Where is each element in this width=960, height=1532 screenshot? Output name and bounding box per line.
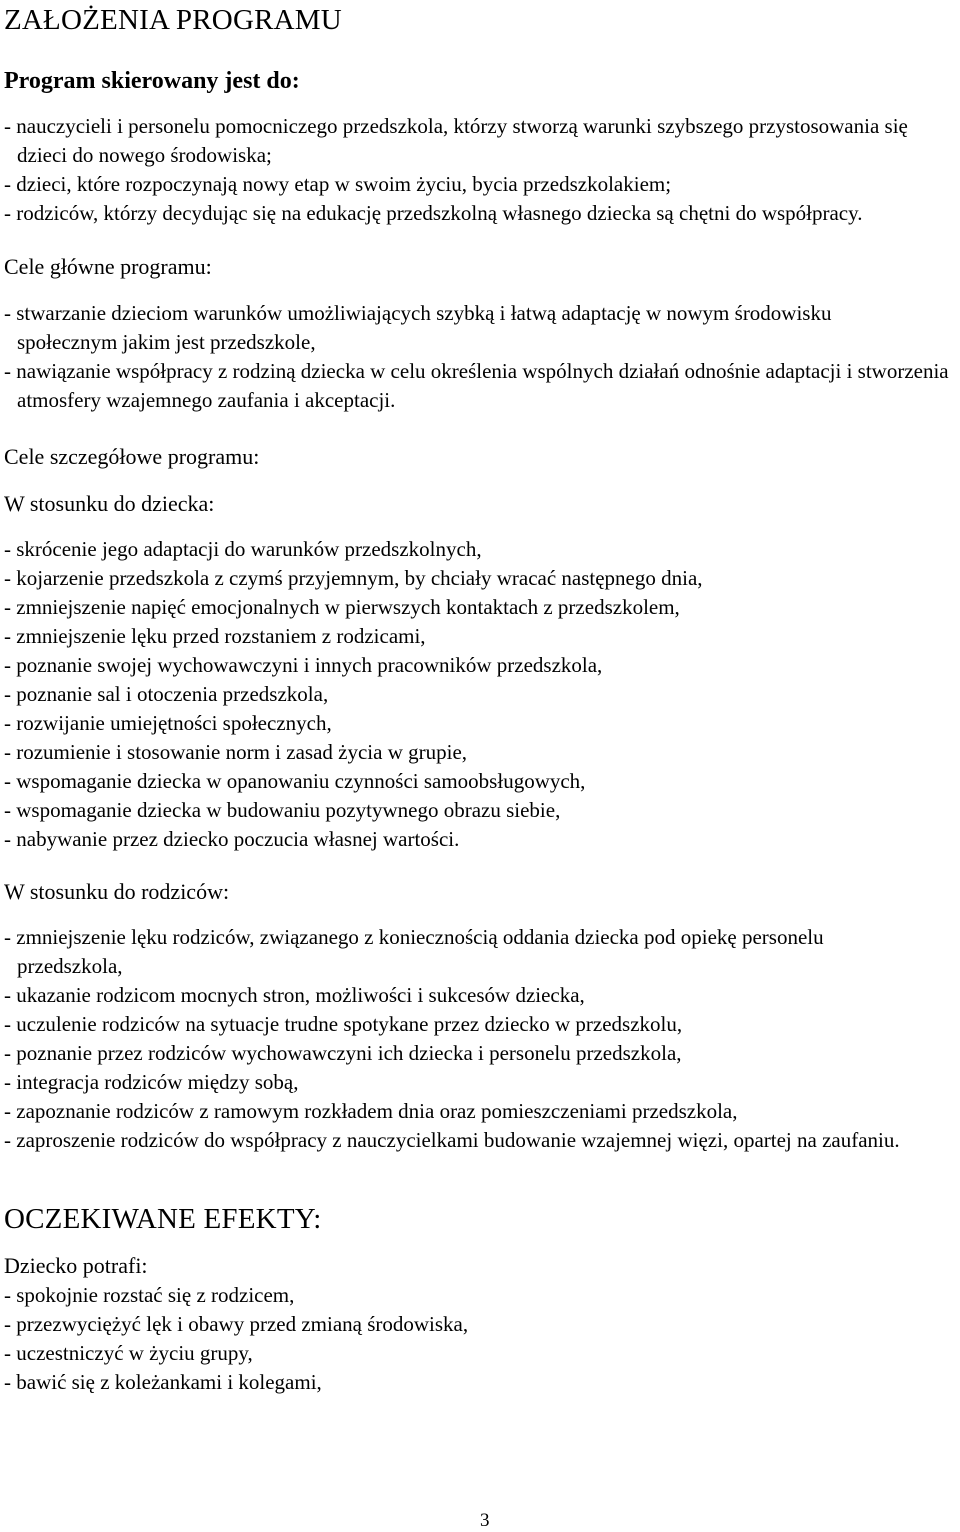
list-item: - rodziców, którzy decydując się na edukację przedszkolną własnego dziecka są chętni do współpracy. <box>4 201 863 225</box>
main-goals-list <box>4 299 958 415</box>
effects-title: OCZEKIWANE EFEKTY: <box>4 1203 322 1235</box>
list-item: - kojarzenie przedszkola z czymś przyjemnym, by chciały wracać następnego dnia, <box>4 566 703 590</box>
list-item: - integracja rodziców między sobą, <box>4 1070 299 1094</box>
list-item: - poznanie swojej wychowawczyni i innych pracowników przedszkola, <box>4 653 603 677</box>
list-item: - zaproszenie rodziców do współpracy z nauczycielkami budowanie wzajemnej więzi, opartej na zaufaniu. <box>4 1128 900 1152</box>
list-item: - nabywanie przez dziecko poczucia własnej wartości. <box>4 827 460 851</box>
parents-heading: W stosunku do rodziców: <box>4 879 230 904</box>
document-title: ZAŁOŻENIA PROGRAMU <box>4 4 342 36</box>
list-item: - zmniejszenie napięć emocjonalnych w pierwszych kontaktach z przedszkolem, <box>4 595 680 619</box>
target-heading: Program skierowany jest do: <box>4 68 300 94</box>
list-item: - wspomaganie dziecka w opanowaniu czynności samoobsługowych, <box>4 769 586 793</box>
list-item: - zmniejszenie lęku przed rozstaniem z rodzicami, <box>4 624 426 648</box>
list-item: - dzieci, które rozpoczynają nowy etap w swoim życiu, bycia przedszkolakiem; <box>4 172 672 196</box>
child-goals-list <box>4 535 958 854</box>
document-page <box>4 0 958 1397</box>
list-item: - spokojnie rozstać się z rodzicem, <box>4 1283 295 1307</box>
list-item: - poznanie sal i otoczenia przedszkola, <box>4 682 329 706</box>
detailed-goals-heading: Cele szczegółowe programu: <box>4 444 260 469</box>
list-item: - uczulenie rodziców na sytuacje trudne spotykane przez dziecko w przedszkolu, <box>4 1012 683 1036</box>
list-item: - rozwijanie umiejętności społecznych, <box>4 711 332 735</box>
list-item: - rozumienie i stosowanie norm i zasad życia w grupie, <box>4 740 468 764</box>
child-heading: W stosunku do dziecka: <box>4 491 215 516</box>
list-item: - przezwyciężyć lęk i obawy przed zmianą środowiska, <box>4 1312 469 1336</box>
list-item: - bawić się z koleżankami i kolegami, <box>4 1370 322 1394</box>
page-number: 3 <box>480 1510 490 1531</box>
list-item: - wspomaganie dziecka w budowaniu pozytywnego obrazu siebie, <box>4 798 561 822</box>
list-item: - nawiązanie współpracy z rodziną dziecka w celu określenia wspólnych działań odnośnie adaptacji i stworzenia atmosfery wzajemnego zaufania i akceptacji. <box>4 359 949 412</box>
list-item: - ukazanie rodzicom mocnych stron, możliwości i sukcesów dziecka, <box>4 983 585 1007</box>
list-item: - nauczycieli i personelu pomocniczego przedszkola, którzy stworzą warunki szybszego przystosowania się dzieci do nowego środowiska; <box>4 114 908 167</box>
main-goals-heading: Cele główne programu: <box>4 254 212 279</box>
list-item: - zapoznanie rodziców z ramowym rozkładem dnia oraz pomieszczeniami przedszkola, <box>4 1099 738 1123</box>
list-item: - stwarzanie dzieciom warunków umożliwiających szybką i łatwą adaptację w nowym środowisku społecznym jakim jest przedszkole, <box>4 301 832 354</box>
target-list <box>4 112 958 228</box>
list-item: - zmniejszenie lęku rodziców, związanego z koniecznością oddania dziecka pod opiekę personelu przedszkola, <box>4 925 824 978</box>
list-item: - poznanie przez rodziców wychowawczyni ich dziecka i personelu przedszkola, <box>4 1041 682 1065</box>
list-item: - skrócenie jego adaptacji do warunków przedszkolnych, <box>4 537 482 561</box>
parents-goals-list <box>4 923 958 1155</box>
effects-list <box>4 1281 958 1397</box>
list-item: - uczestniczyć w życiu grupy, <box>4 1341 253 1365</box>
effects-heading: Dziecko potrafi: <box>4 1253 148 1278</box>
